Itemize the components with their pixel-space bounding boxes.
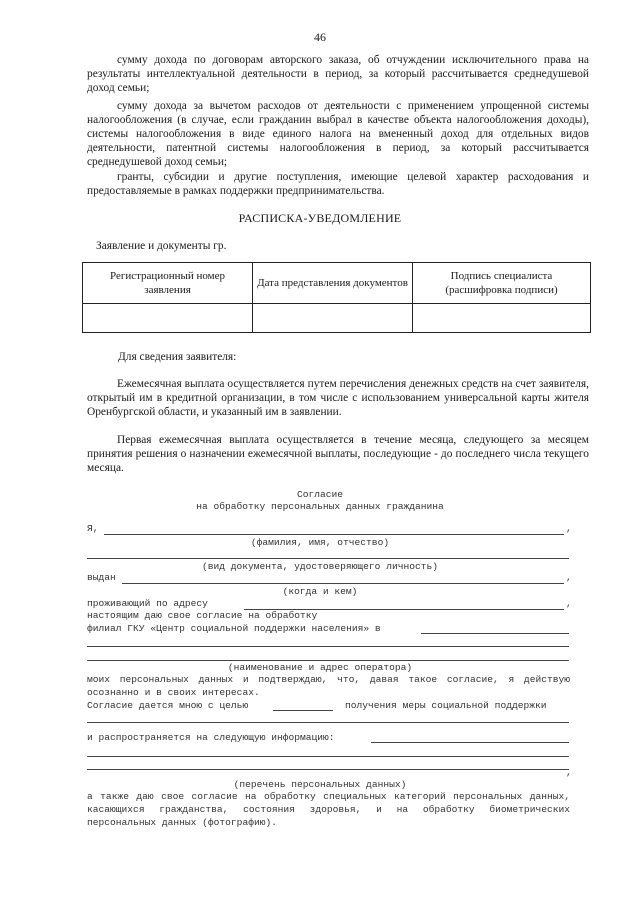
comma: , [566,767,572,778]
document-field[interactable] [87,558,569,559]
for-applicant-label: Для сведения заявителя: [118,351,237,363]
info-field-line-1[interactable] [371,742,569,743]
caption-when-by-whom: (когда и кем) [282,586,358,597]
paragraph-first-payment: Первая ежемесячная выплата осуществляется в течение месяца, следующего за месяцем принятия решения о назначении ежемесячной выплаты, последующие - до последнего числа текущего месяца. [87,434,589,474]
cell-specialist-signature[interactable] [413,304,591,333]
caption-data-list: (перечень персональных данных) [233,779,407,790]
paragraph-author-income: сумму дохода по договорам авторского заказа, об отчуждении исключительного права на результаты интеллектуальной деятельности в период, за который рассчитывается среднедушевой доход семьи; [87,54,589,94]
page-number: 46 [314,30,326,44]
table-row [83,304,591,333]
residing-label: проживающий по адресу [87,598,208,609]
consent-title: Согласие [296,489,344,500]
purpose-label: Согласие дается мною с целью [87,700,249,711]
caption-fio: (фамилия, имя, отчество) [250,537,390,548]
issued-label: выдан [87,572,116,583]
paragraph-grants: гранты, субсидии и другие поступления, имеющие целевой характер расходования и предоставляемые в рамках поддержки предпринимательства. [87,171,589,197]
fio-field[interactable] [104,534,564,535]
cell-submission-date[interactable] [253,304,413,333]
purpose-field-line-2[interactable] [87,722,569,723]
receipt-table [82,262,591,333]
operator-field-line-1[interactable] [87,646,569,647]
cell-registration-number[interactable] [83,304,253,333]
paragraph-simplified-tax-income: сумму дохода за вычетом расходов от деятельности с применением упрощенной системы налогообложения (в случае, если гражданин выбрал в качестве объекта налогообложения доходы), системы налогообложения в виде единого налога на вмененный доход для отдельных видов деятельности, патентной системы налогообложения в период, за который рассчитывается среднедушевой доход семьи; [87,100,589,168]
statement-line: Заявление и документы гр. [96,240,227,252]
caption-operator: (наименование и адрес оператора) [227,662,413,673]
consent-subtitle: на обработку персональных данных гражданина [196,501,444,512]
comma: , [566,523,572,534]
i-label: Я, [87,523,99,534]
applies-to-label: и распространяется на следующую информацию: [87,732,335,743]
special-categories-text: а также даю свое согласие на обработку специальных категорий персональных данных, касающихся гражданства, состояния здоровья, и на обработку биометрических персональных данных (фотографию). [87,791,570,828]
table-header-row [83,263,591,304]
my-data-text: моих персональных данных и подтверждаю, что, давая такое согласие, я действую осознанно и в своих интересах. [87,674,570,698]
info-field-line-3[interactable] [87,769,569,770]
info-field-line-2[interactable] [87,756,569,757]
receipt-title: РАСПИСКА-УВЕДОМЛЕНИЕ [238,211,402,225]
branch-label: филиал ГКУ «Центр социальной поддержки населения» в [87,623,381,634]
give-consent-text: настоящим даю свое согласие на обработку [87,610,318,621]
caption-document: (вид документа, удостоверяющего личность) [201,561,439,572]
header-registration-number: Регистрационный номер заявления [83,263,253,304]
issued-field[interactable] [122,583,564,584]
header-specialist-signature: Подпись специалиста (расшифровка подписи) [413,263,591,304]
purpose-text: получения меры социальной поддержки [345,700,547,711]
comma: , [566,572,572,583]
paragraph-payment-method: Ежемесячная выплата осуществляется путем перечисления денежных средств на счет заявителя, открытый им в кредитной организации, в том числе с использованием универсальной карты жителя Оренбургской области, и указанный им в заявлении. [87,378,589,418]
comma: , [566,598,572,609]
header-submission-date: Дата представления документов [253,263,413,304]
purpose-field[interactable] [273,710,333,711]
branch-city-field[interactable] [421,633,569,634]
